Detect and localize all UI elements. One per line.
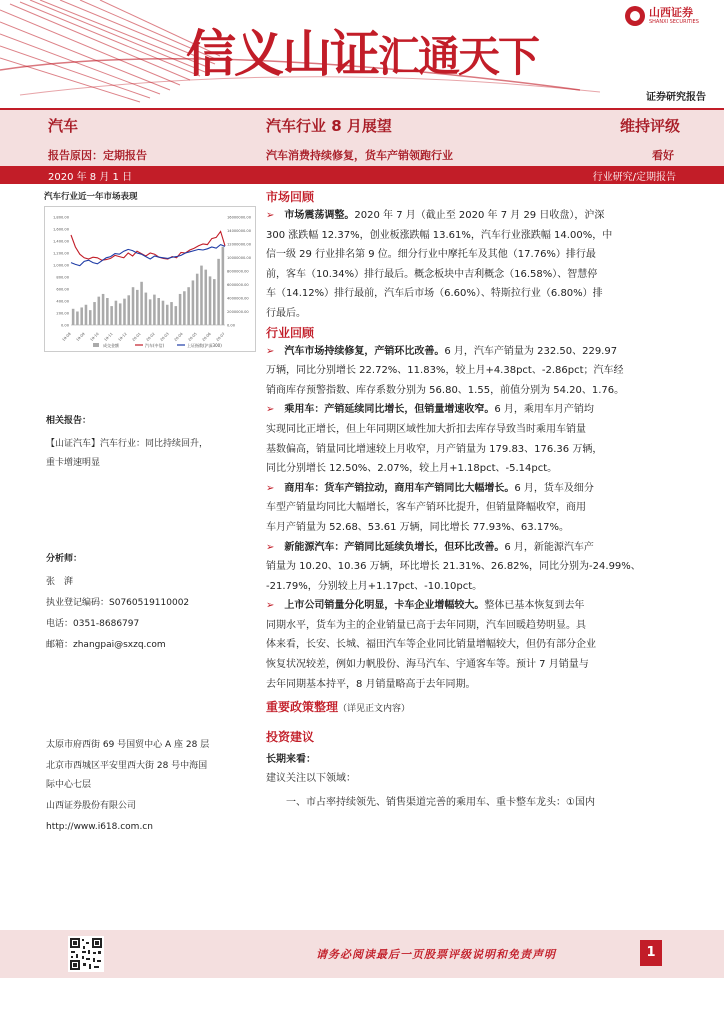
report-subtitle: 汽车消费持续修复，货车产销领跑行业 [266,149,453,162]
analyst-phone: 电话：0351-8686797 [46,619,140,629]
analyst-name: 张 湃 [46,577,74,587]
investment-line-1: 建议关注以下领域： [266,773,356,785]
y-left-tick: 400.00 [56,299,69,304]
chart-title: 汽车行业近一年市场表现 [44,192,138,202]
company-logo [625,6,699,26]
analyst-title: 分析师： [46,554,83,564]
bar-volume [76,312,79,326]
related-title: 相关报告： [46,416,92,426]
main-content [266,188,686,813]
bar-volume [127,295,130,325]
bar-volume [192,280,195,325]
analyst-email[interactable]: 邮箱：zhangpai@sxzq.com [46,640,166,650]
para-auto-market: ➢ 汽车市场持续修复，产销环比改善。6 月，汽车产销量为 232.50、229.97 万辆，同比分别增长 22.72%、11.83%，较上月+4.38pct、-2.86pct；汽车经 销商库存预警指数、库存系数分别为 56.80、1.55，前值分别为 54.20、1.76。 [266,345,625,396]
y-left-tick: 200.00 [56,311,69,316]
address-beijing-2: 际中心七层 [46,780,92,790]
y-left-tick: 1,600.00 [52,227,69,232]
bullet-icon: ➢ [266,600,275,612]
y-right-tick: 8000000.00 [227,269,249,274]
report-title: 汽车行业 8 月展望 [266,117,392,135]
address-taiyuan: 太原市府西街 69 号国贸中心 A 座 28 层 [46,740,210,750]
bar-volume [183,291,186,325]
bar-volume [136,290,139,325]
related-item-2[interactable]: 重卡增速明显 [46,458,101,468]
y-right-tick: 12000000.00 [227,242,252,247]
report-date: 2020 年 8 月 1 日 [48,172,133,183]
x-tick-label: 19-09 [75,331,86,343]
long-term-label: 长期来看： [266,753,316,765]
bar-volume [115,301,118,325]
bar-volume [89,310,92,325]
bar-volume [110,306,113,325]
bar-volume [162,301,165,325]
y-left-tick: 0.00 [60,323,69,328]
section-market-review: 市场回顾 [266,190,315,204]
y-left-tick: 1,400.00 [52,239,69,244]
banner-slogan: 信义山证汇通天下 [186,24,539,83]
bar-volume [72,309,75,325]
bar-volume [222,247,225,325]
x-tick-label: 20-06 [201,331,212,343]
legend-label: 上证指数(沪深300) [187,343,222,348]
header-band-2 [0,144,724,166]
y-right-tick: 16000000.00 [227,215,252,220]
section-investment: 投资建议 [266,729,315,744]
y-left-tick: 600.00 [56,287,69,292]
x-tick-label: 19-08 [61,331,72,343]
para-passenger: ➢ 乘用车：产销延续同比增长，但销量增速收窄。6 月，乘用车月产销均 实现同比正增长，但上年同期区域性加大折扣去库存导致当时乘用车销量 基数偏高，销量同比增速较上月收窄，月产销量为 179.83、176.36 万辆， 同比分别增长 12.50%、2.07%，较上月+1.18pct、-5.14pct。 [266,404,603,475]
bar-volume [187,287,190,325]
market-chart [44,206,256,352]
x-tick-label: 20-03 [159,331,170,343]
x-tick-label: 20-05 [187,331,198,343]
y-right-tick: 10000000.00 [227,256,252,260]
x-tick-label: 20-07 [215,331,226,343]
bar-volume [170,302,173,325]
logo-cn: 山西证券 [649,5,693,19]
legend-swatch [93,343,99,347]
bar-volume [213,279,216,325]
bullet-icon: ➢ [266,404,275,416]
bar-volume [140,282,143,325]
y-right-tick: 2000000.00 [227,310,249,314]
y-right-tick: 4000000.00 [227,296,249,301]
bar-volume [80,307,83,325]
bar-volume [166,305,169,325]
header-band-1 [0,108,724,144]
disclaimer-note: 请务必阅读最后一页股票评级说明和免责声明 [316,948,556,961]
bar-volume [106,298,109,325]
page-number: 1 [640,940,662,966]
x-tick-label: 19-11 [103,331,114,343]
y-left-tick: 1,000.00 [52,263,69,268]
x-tick-label: 20-04 [173,331,184,343]
bar-volume [196,274,199,325]
sidebar [40,190,260,348]
banner [0,0,724,108]
bullet-icon: ➢ [266,541,275,553]
bar-volume [85,305,88,325]
bar-volume [175,306,178,325]
section-policy: 重要政策整理（详见正文内容） [266,700,411,715]
para-listed: ➢ 上市公司销量分化明显，卡车企业增幅较大。整体已基本恢复到去年 同期水平，货车为主的企业销量已高于去年同期，汽车回暖趋势明显。具 体来看，长安、长城、福田汽车等企业同比销量增幅较大，但仍有部分企业 恢复状况较差，例如力帆股份、海马汽车、宇通客车等。预计 7 月销量与 去年同期基本持平，8 月销量略高于去年同期。 [266,600,596,690]
bullet-icon: ➢ [266,482,275,494]
report-reason: 报告原因：定期报告 [48,149,147,162]
legend-label: 成交金额 [103,343,119,348]
related-reports [46,412,208,473]
report-type: 证券研究报告 [646,92,706,103]
section-industry-review: 行业回顾 [266,325,315,340]
bar-volume [93,302,96,325]
bar-volume [157,298,160,325]
header-band-3 [0,166,724,184]
bar-volume [204,270,207,325]
x-tick-label: 20-02 [145,331,156,343]
company-info [46,736,209,837]
x-tick-label: 19-10 [89,331,100,343]
bar-volume [102,294,105,325]
bar-volume [132,287,135,325]
y-right-tick: 14000000.00 [227,229,252,233]
logo-en: SHANXI SECURITIES [649,18,699,25]
analyst-license: 执业登记编码：S0760519110002 [46,598,190,608]
logo-icon [625,6,645,26]
para-commercial: ➢ 商用车：货车产销拉动，商用车产销同比大幅增长。6 月，货车及细分 车型产销量均同比大幅增长，客车产销环比提升，但销量降幅收窄，商用 车月产销量为 52.68、53.61 万辆，同比增长 77.93%、63.17%。 [266,482,594,533]
rating-label: 维持评级 [619,117,680,135]
bar-volume [145,293,148,325]
address-beijing-1: 北京市西城区平安里西大街 28 号中海国 [46,761,208,771]
company-website[interactable]: http://www.i618.com.cn [46,822,153,832]
y-left-tick: 1,200.00 [52,251,69,256]
related-item-1[interactable]: 【山证汽车】汽车行业：同比持续回升， [46,439,209,449]
bar-volume [200,266,203,325]
footer [0,930,724,978]
bar-volume [98,297,101,325]
bar-volume [153,295,156,325]
bullet-icon: ➢ [266,345,275,357]
bar-volume [217,259,220,325]
x-tick-label: 20-01 [131,331,142,343]
company-name: 山西证券股份有限公司 [46,801,137,811]
para-market: ➢ 市场震荡调整。2020 年 7 月（截止至 2020 年 7 月 29 日收盘），沪深 300 涨跌幅 12.37%，创业板涨跌幅 13.61%，汽车行业涨跌幅 14.00%，中 信一级 29 行业排名第 9 位。细分行业中摩托车及其他（17.76%）排行最 前，客车（10.34%）排行最后。概念板块中吉利概念（16.58%）、智慧停 车（14.12%）排行最前，汽车后市场（6.60%）、特斯拉行业（6.80%）排 行最后。 [266,210,613,319]
y-left-tick: 1,800.00 [52,215,69,220]
bar-volume [123,299,126,325]
x-tick-label: 19-12 [117,331,128,343]
y-right-tick: 0.00 [227,323,236,328]
analyst-info [46,550,189,655]
y-left-tick: 800.00 [56,275,69,280]
para-nev: ➢ 新能源汽车：产销同比延续负增长，但环比改善。6 月，新能源汽车产 销量为 10.20、10.36 万辆，环比增长 21.31%、26.82%，同比分别为-24.99%、 -21.79%，分别较上月+1.17pct、-10.10pct。 [266,541,641,592]
bullet-icon: ➢ [266,210,275,221]
bar-volume [179,294,182,325]
report-category: 行业研究/定期报告 [592,172,676,183]
legend-label: 汽车(中信) [145,343,165,348]
bar-volume [209,276,212,325]
y-right-tick: 6000000.00 [227,283,249,287]
market-chart-svg [45,207,255,351]
bar-volume [119,303,122,325]
qr-code-icon [68,936,104,972]
outlook-label: 看好 [652,149,674,162]
line-auto-index [71,231,225,260]
industry-label: 汽车 [48,117,79,135]
bar-volume [149,299,152,325]
investment-line-2: 一、市占率持续领先、销售渠道完善的乘用车、重卡整车龙头：①国内 [286,797,595,809]
